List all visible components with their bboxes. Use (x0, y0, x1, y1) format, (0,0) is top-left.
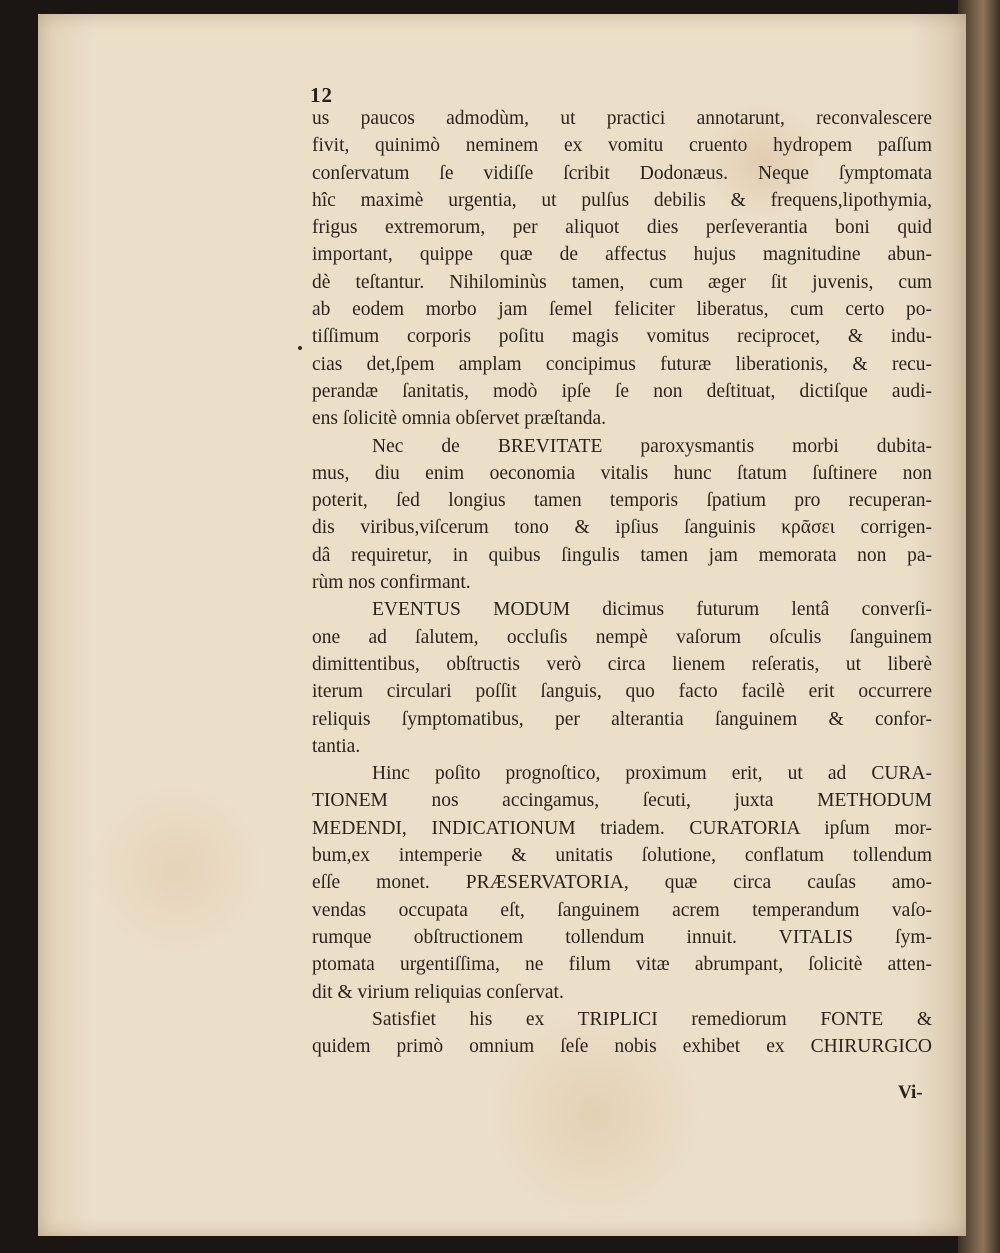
text-line-9: tiſſimum corporis poſitu magis vomitus reciprocet, & indu- (312, 326, 932, 348)
text-line-5: frigus extremorum, per aliquot dies perſeverantia boni quid (312, 217, 932, 239)
text-line-12: ens ſolicitè omnia obſervet præſtanda. (312, 408, 607, 430)
text-line-34: Satisfiet his ex TRIPLICI remediorum FONTE & (372, 1008, 932, 1030)
text-line-15: poterit, ſed longius tamen temporis ſpatium pro recuperan- (312, 490, 932, 512)
text-line-3: conſervatum ſe vidiſſe ſcribit Dodonæus. Neque ſymptomata (312, 162, 932, 184)
catchword: Vi- (898, 1082, 923, 1103)
text-line-10: cias det,ſpem amplam concipimus futuræ liberationis, & recu- (312, 353, 932, 375)
text-line-26: TIONEM nos accingamus, ſecuti, juxta METHODUM (312, 790, 932, 812)
text-line-8: ab eodem morbo jam ſemel feliciter liberatus, cum certo po- (312, 299, 932, 321)
text-line-18: rùm nos confirmant. (312, 572, 471, 594)
text-line-19: EVENTUS MODUM dicimus futurum lentâ converſi- (372, 599, 932, 621)
text-line-2: fivit, quinimò neminem ex vomitu cruento hydropem paſſum (312, 135, 932, 157)
text-line-35: quidem primò omnium ſeſe nobis exhibet ex CHIRURGICO (312, 1036, 932, 1058)
text-line-16: dis viribus,viſcerum tono & ipſius ſanguinis κρᾶσει corrigen- (312, 517, 932, 539)
text-line-23: reliquis ſymptomatibus, per alterantia ſanguinem & confor- (312, 708, 932, 730)
text-line-14: mus, diu enim oeconomia vitalis hunc ſtatum ſuſtinere non (312, 462, 932, 484)
text-line-28: bum,ex intemperie & unitatis ſolutione, conflatum tollendum (312, 845, 932, 867)
text-line-21: dimittentibus, obſtructis verò circa lienem reſeratis, ut liberè (312, 653, 932, 675)
text-line-13: Nec de BREVITATE paroxysmantis morbi dubita- (372, 435, 932, 457)
text-line-7: dè teſtantur. Nihilominùs tamen, cum æger ſit juvenis, cum (312, 271, 932, 293)
text-line-25: Hinc poſito prognoſtico, proximum erit, ut ad CURA- (372, 763, 932, 785)
text-line-1: us paucos admodùm, ut practici annotarunt, reconvalescere (312, 108, 932, 129)
text-line-17: dâ requiretur, in quibus ſingulis tamen jam memorata non pa- (312, 544, 932, 566)
text-line-32: ptomata urgentiſſima, ne filum vitæ abrumpant, ſolicitè atten- (312, 954, 932, 976)
text-line-4: hîc maximè urgentia, ut pulſus debilis & frequens,lipothymia, (312, 189, 932, 211)
text-line-31: rumque obſtructionem tollendum innuit. VITALIS ſym- (312, 926, 932, 948)
text-line-33: dit & virium reliquias conſervat. (312, 981, 564, 1003)
text-line-27: MEDENDI, INDICATIONUM triadem. CURATORIA ipſum mor- (312, 817, 932, 839)
text-line-11: perandæ ſanitatis, modò ipſe ſe non deſtituat, dictiſque audi- (312, 380, 932, 402)
text-line-30: vendas occupata eſt, ſanguinem acrem temperandum vaſo- (312, 899, 932, 921)
text-line-29: eſſe monet. PRÆSERVATORIA, quæ circa cauſas amo- (312, 872, 932, 894)
text-line-22: iterum circulari poſſit ſanguis, quo facto facilè erit occurrere (312, 681, 932, 703)
text-line-6: important, quippe quæ de affectus hujus magnitudine abun- (312, 244, 932, 266)
ink-mark (298, 346, 302, 350)
body-text (312, 105, 932, 1060)
text-line-20: one ad ſalutem, occluſis nempè vaſorum oſculis ſanguinem (312, 626, 932, 648)
text-line-24: tantia. (312, 735, 361, 757)
page-number: 12 (310, 83, 333, 107)
